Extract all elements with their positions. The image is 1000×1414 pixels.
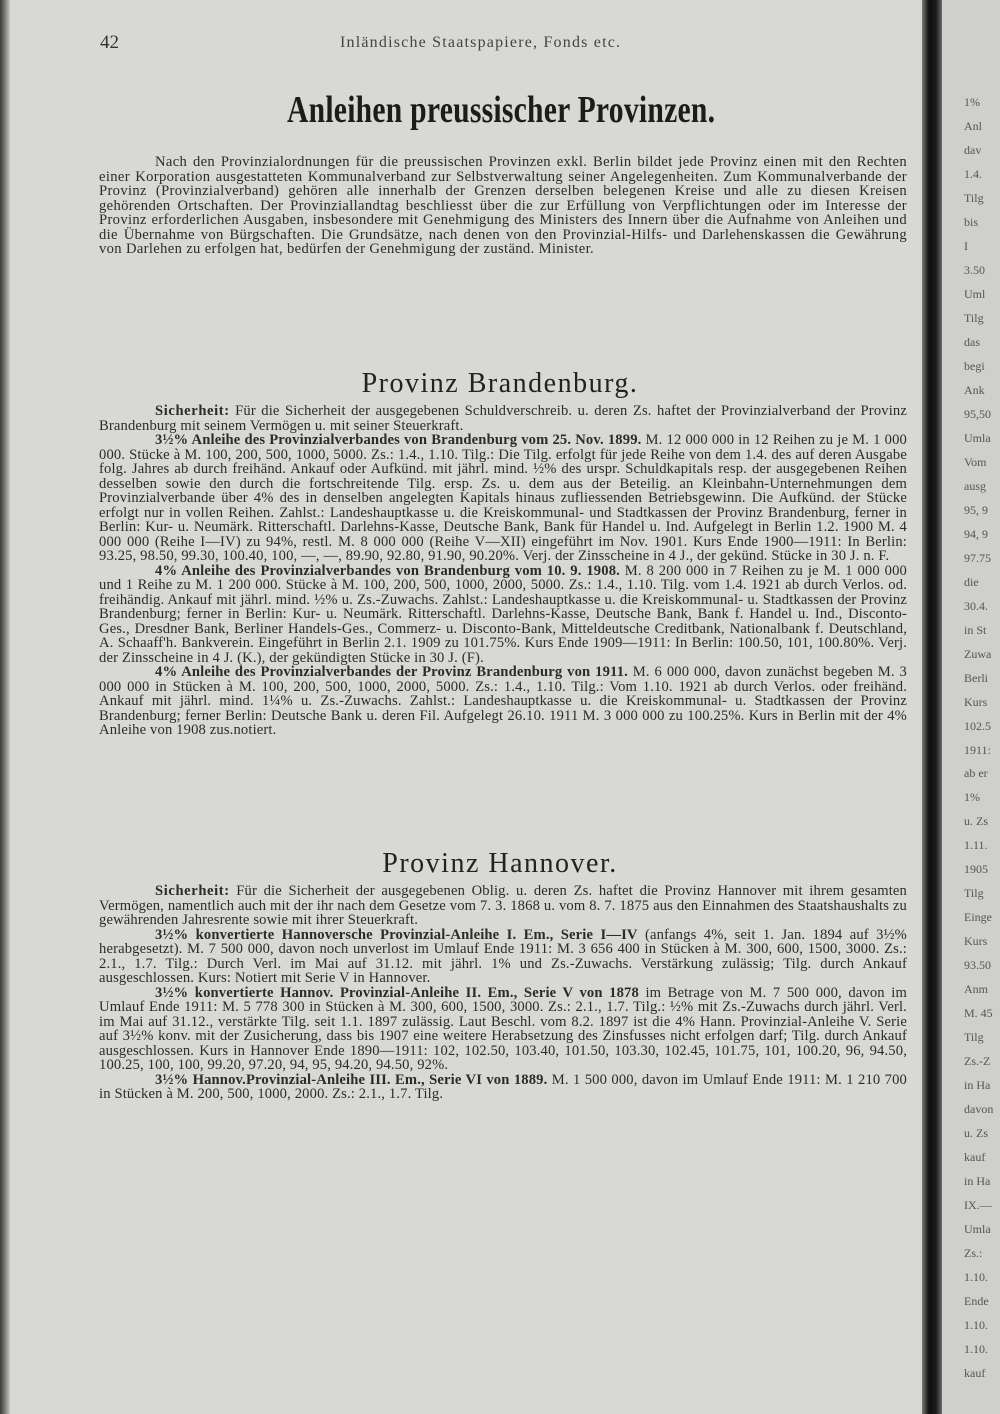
- facing-page-fragment: Zuwa: [964, 647, 992, 661]
- security-label: Sicherheit:: [155, 404, 230, 419]
- security-label: Sicherheit:: [155, 884, 230, 899]
- facing-page-fragment: Anl: [964, 119, 982, 133]
- loan-text: M. 6 000 000, davon zunächst begeben M. 3 000 000 in Stücken à M. 100, 200, 500, 1000, 2000, 5000. Zs.: 1.4., 1.10. Tilg.: Vom 1.10. 1921 ab durch Verlos. oder freihänd. Ankauf mit jährl. mind. 1¼% u. Zs.-Zuwachs. Zahlst.: Landeshauptkasse u. die Kreiskommunal- u. Stadtkassen der Provinz Brandenburg; ferner Berlin: Deutsche Bank u. deren Fil. Aufgelegt 26.10. 1911 M. 3 000 000 zu 100.25%. Kurs in Berlin mit der 4% Anleihe von 1908 zus.notiert.: [99, 664, 907, 738]
- facing-page-fragment: I: [964, 239, 968, 253]
- facing-page-fragment: 1911:: [964, 743, 991, 757]
- brandenburg-loan-3: [99, 665, 907, 738]
- facing-page-fragment: Tilg: [964, 191, 984, 205]
- facing-page-fragment: 94, 9: [964, 527, 988, 541]
- section-heading-brandenburg: Provinz Brandenburg.: [361, 368, 639, 399]
- hannover-security: [99, 884, 907, 928]
- page-number: 42: [100, 32, 119, 53]
- facing-page-fragment: 3.50: [964, 263, 985, 277]
- facing-page-fragment: Vom: [964, 455, 987, 469]
- brandenburg-loan-2: [99, 564, 907, 666]
- facing-page-fragment: Ende: [964, 1294, 989, 1308]
- facing-page-fragment: begi: [964, 359, 985, 373]
- facing-page-fragment: in Ha: [964, 1174, 991, 1188]
- loan-title: 3½% konvertierte Hannoversche Provinzial-Anleihe I. Em., Serie I—IV: [155, 926, 638, 943]
- facing-page-fragment: Tilg: [964, 311, 984, 325]
- loan-text: (anfangs 4%, seit 1. Jan. 1894 auf 3½% herabgesetzt). M. 7 500 000, davon noch unverlost im Umlauf Ende 1911: M. 3 656 400 in Stücken à M. 300, 600, 1500, 3000. Zs.: 2.1., 1.7. Tilg.: Durch Verl. im Mai auf 31.12. mit jährl. 1% und Zs.-Zuwachs. Verstärkung zulässig; Tilg. durch Ankauf ausgeschlossen. Kurs: Notiert mit Serie V in Hannover.: [99, 926, 907, 986]
- facing-page-fragment: davon: [964, 1102, 994, 1116]
- page-title: Anleihen preussischer Provinzen.: [286, 89, 716, 131]
- facing-page-fragment: die: [964, 575, 979, 589]
- section-hannover: [99, 884, 907, 1389]
- loan-text: M. 1 500 000, davon im Umlauf Ende 1911: M. 1 210 700 in Stücken à M. 200, 500, 1000, 2000. Zs.: 2.1., 1.7. Tilg.: [99, 1071, 907, 1102]
- security-text: Für die Sicherheit der ausgegebenen Oblig. u. deren Zs. haftet die Provinz Hannover mit ihrem gesamten Vermögen, namentlich auch mit der ihr nach dem Gesetze vom 7. 3. 1868 u. vom 8. 7. 1875 aus den Einnahmen des Staatshaushalts zu gewährenden Jahresrente sowie mit ihrer Steuerkraft.: [99, 884, 907, 928]
- facing-page-fragment: 1.10.: [964, 1342, 988, 1356]
- facing-page-fragment: IX.—: [964, 1198, 992, 1212]
- facing-page-fragment: 1.10.: [964, 1270, 988, 1284]
- facing-page-fragment: 1.11.: [964, 838, 988, 852]
- loan-text: M. 8 200 000 in 7 Reihen zu je M. 1 000 000 und 1 Reihe zu M. 1 200 000. Stücke à M. 100, 200, 500, 1000, 2000, 5000. Zs.: 1.4., 1.10. Tilg. vom 1.4. 1921 ab durch Verlos. od. freihändig. Ankauf mit jährl. mind. ½% u. Zs.-Zuwachs. Zahlst.: Landeshauptkasse u. die Kreiskommunal- u. Stadtkassen der Provinz Brandenburg; ferner in Berlin: Kur- u. Neumärk. Ritterschaftl. Darlehns-Kasse, Deutsche Bank, Bank f. Handel u. Ind., Disconto-Ges., Dresdner Bank, Berliner Handels-Ges., Commerz- u. Disconto-Bank, Mitteldeutsche Creditbank, Nationalbank f. Deutschland, A. Schaaff'h. Bankverein. Eingeführt in Berlin 2.1. 1909 zu 101.75%. Kurs Ende 1909—1911: In Berlin: 100.50, 101, 100.80%. Verj. der Zinsscheine in 4 J. (K.), der gekündigten Stücke in 30 J. (F).: [99, 562, 907, 666]
- facing-page-fragment: Uml: [964, 287, 986, 301]
- facing-page-fragment: 93.50: [964, 958, 991, 972]
- intro-text: Nach den Provinzialordnungen für die preussischen Provinzen exkl. Berlin bildet jede Provinz einen mit den Rechten einer Korporation ausgestatteten Kommunalverband zur Selbstverwaltung seiner Angelegenheiten. Zum Kommunalverbande der Provinz (Provinzialverband) gehören alle innerhalb der Grenzen derselben belegenen Kreise und alle zu diesen Kreisen gehörenden Ortschaften. Der Provinziallandtag beschliesst über die zur Erfüllung von Verpflichtungen oder im Interesse der Provinz erforderlichen Ausgaben, insbesondere mit Genehmigung des Ministers des Innern über die Aufnahme von Anleihen und die Übernahme von Bürgschaften. Die Grundsätze, nach denen von den Provinzial-Hilfs- und Darlehenskassen die Gewährung von Darlehen zu erfolgen hat, bedürfen der Genehmigung der zuständ. Minister.: [99, 155, 907, 257]
- facing-page-fragment: ausg: [964, 479, 986, 493]
- facing-page-fragment: bis: [964, 215, 979, 229]
- scan-edge: [0, 0, 10, 1414]
- loan-text: im Betrage von M. 7 500 000, davon im Umlauf Ende 1911: M. 5 778 300 in Stücken à M. 300, 600, 1500, 3000. Zs.: 2.1., 1.7. Tilg.: ½% mit Zs.-Zuwachs durch jährl. Verl. im Mai auf 31.12., verstärkte Tilg. seit 1.1. 1897 zulässig. Laut Beschl. vom 8.2. 1897 ist die 4% Hann. Provinzial-Anleihe V. Serie auf 3½% konv. mit der Zusicherung, dass bis 1907 eine weitere Herabsetzung des Zinsfusses nicht erfolgen darf; Tilg. durch Ankauf ausgeschlossen. Kurs in Hannover Ende 1890—1911: 102, 102.50, 103.40, 101.50, 103.30, 102.45, 101.75, 101, 100.20, 96, 94.50, 100.25, 100, 100, 99.20, 97.20, 94, 95, 94.20, 94.50, 92%.: [99, 984, 907, 1073]
- hannover-loan-2: [99, 986, 907, 1073]
- facing-page-fragment: 1%: [964, 95, 980, 109]
- facing-page-fragment: Kurs: [964, 934, 988, 948]
- facing-page-fragment: Kurs: [964, 695, 988, 709]
- loan-title: 3½% Anleihe des Provinzialverbandes von Brandenburg vom 25. Nov. 1899.: [155, 432, 642, 448]
- facing-page-fragment: in St: [964, 623, 987, 637]
- running-head: Inländische Staatspapiere, Fonds etc.: [340, 34, 622, 51]
- facing-page-fragment: 1%: [964, 790, 980, 804]
- section-heading-hannover: Provinz Hannover.: [382, 848, 618, 879]
- facing-page-fragment: u. Zs: [964, 814, 988, 828]
- loan-title: 4% Anleihe des Provinzialverbandes von Brandenburg vom 10. 9. 1908.: [155, 562, 620, 579]
- book-gutter: [922, 0, 942, 1414]
- facing-page-fragment: Anm: [964, 982, 988, 996]
- facing-page-fragment: kauf: [964, 1150, 986, 1164]
- facing-page-fragment: 30.4.: [964, 599, 988, 613]
- facing-page-fragment: Umla: [964, 1222, 991, 1236]
- facing-page-fragment: Umla: [964, 431, 991, 445]
- facing-page-fragment: kauf: [964, 1366, 986, 1380]
- loan-title: 3½% konvertierte Hannov. Provinzial-Anleihe II. Em., Serie V von 1878: [155, 984, 639, 1001]
- section-brandenburg: [99, 404, 907, 836]
- facing-page-fragment: 97.75: [964, 551, 991, 565]
- facing-page-fragment: Einge: [964, 910, 992, 924]
- facing-page-fragment: Tilg: [964, 1030, 984, 1044]
- brandenburg-security: [99, 404, 907, 433]
- hannover-loan-3: [99, 1073, 907, 1102]
- facing-page-fragment: ab er: [964, 766, 988, 780]
- facing-page-fragment: 1.10.: [964, 1318, 988, 1332]
- facing-page-fragment: Zs.-Z: [964, 1054, 991, 1068]
- facing-page-fragment: das: [964, 335, 980, 349]
- facing-page-fragment: 1.4.: [964, 167, 982, 181]
- facing-page-fragment: Zs.:: [964, 1246, 983, 1260]
- facing-page-fragment: 95, 9: [964, 503, 988, 517]
- facing-page-fragment: Berli: [964, 671, 988, 685]
- facing-page-fragment: in Ha: [964, 1078, 991, 1092]
- facing-page-fragment: Ank: [964, 383, 985, 397]
- intro-paragraph: [99, 155, 907, 345]
- facing-page-fragment: dav: [964, 143, 982, 157]
- facing-page-fragment: 95,50: [964, 407, 991, 421]
- security-text: Für die Sicherheit der ausgegebenen Schuldverschreib. u. deren Zs. haftet der Provinzialverband der Provinz Brandenburg mit seinem Vermögen u. mit seiner Steuerkraft.: [99, 404, 907, 434]
- facing-page-fragment: Tilg: [964, 886, 984, 900]
- hannover-loan-1: [99, 928, 907, 986]
- brandenburg-loan-1: [99, 433, 907, 564]
- facing-page-fragment: 102.5: [964, 719, 991, 733]
- facing-page-fragment: M. 45: [964, 1006, 993, 1020]
- loan-title: 4% Anleihe des Provinzialverbandes der Provinz Brandenburg von 1911.: [155, 664, 628, 680]
- loan-title: 3½% Hannov.Provinzial-Anleihe III. Em., Serie VI von 1889.: [155, 1071, 548, 1088]
- loan-text: M. 12 000 000 in 12 Reihen zu je M. 1 000 000. Stücke à M. 100, 200, 500, 1000, 5000. Zs.: 1.4., 1.10. Tilg.: Die Tilg. erfolgt für jede Reihe von dem 1.4. des auf deren Ausgabe folg. Jahres ab durch freihänd. Ankauf oder Aufkünd. mit jährl. mind. ½% des urspr. Schuldkapitals resp. der ausgegebenen Reihen desselben sowie den durch die fortschreitende Tilg. ersp. Zs. u. dem aus der Beteilig. an Kleinbahn-Unternehmungen dem Provinzialverbande über 4% des in denselben angelegten Kapitals hinaus zufliessenden Betriebsgewinn. Die Aufkünd. der Stücke erfolgt nur in vollen Reihen. Zahlst.: Landeshauptkasse u. die Kreiskommunal- und Stadtkassen der Provinz Brandenburg, ferner in Berlin: Kur- u. Neumärk. Ritterschaftl. Darlehns-Kasse, Deutsche Bank, Bank für Handel u. Ind. Aufgelegt in Berlin 1.2. 1900 M. 4 000 000 (Reihe I—IV) zu 94%, restl. M. 8 000 000 (Reihe V—XII) eingeführt im Nov. 1901. Kurs Ende 1900—1911: In Berlin: 93.25, 98.50, 99.30, 100.40, 100, —, —, 89.90, 92.80, 91.90, 90.20%. Verj. der Zinsscheine in 4 J., der gekünd. Stücke in 30 J. n. F.: [99, 432, 907, 564]
- facing-page-fragment: 1905: [964, 862, 988, 876]
- page-header: [90, 32, 920, 56]
- facing-page-edge: [942, 0, 1000, 1414]
- facing-page-fragment: u. Zs: [964, 1126, 988, 1140]
